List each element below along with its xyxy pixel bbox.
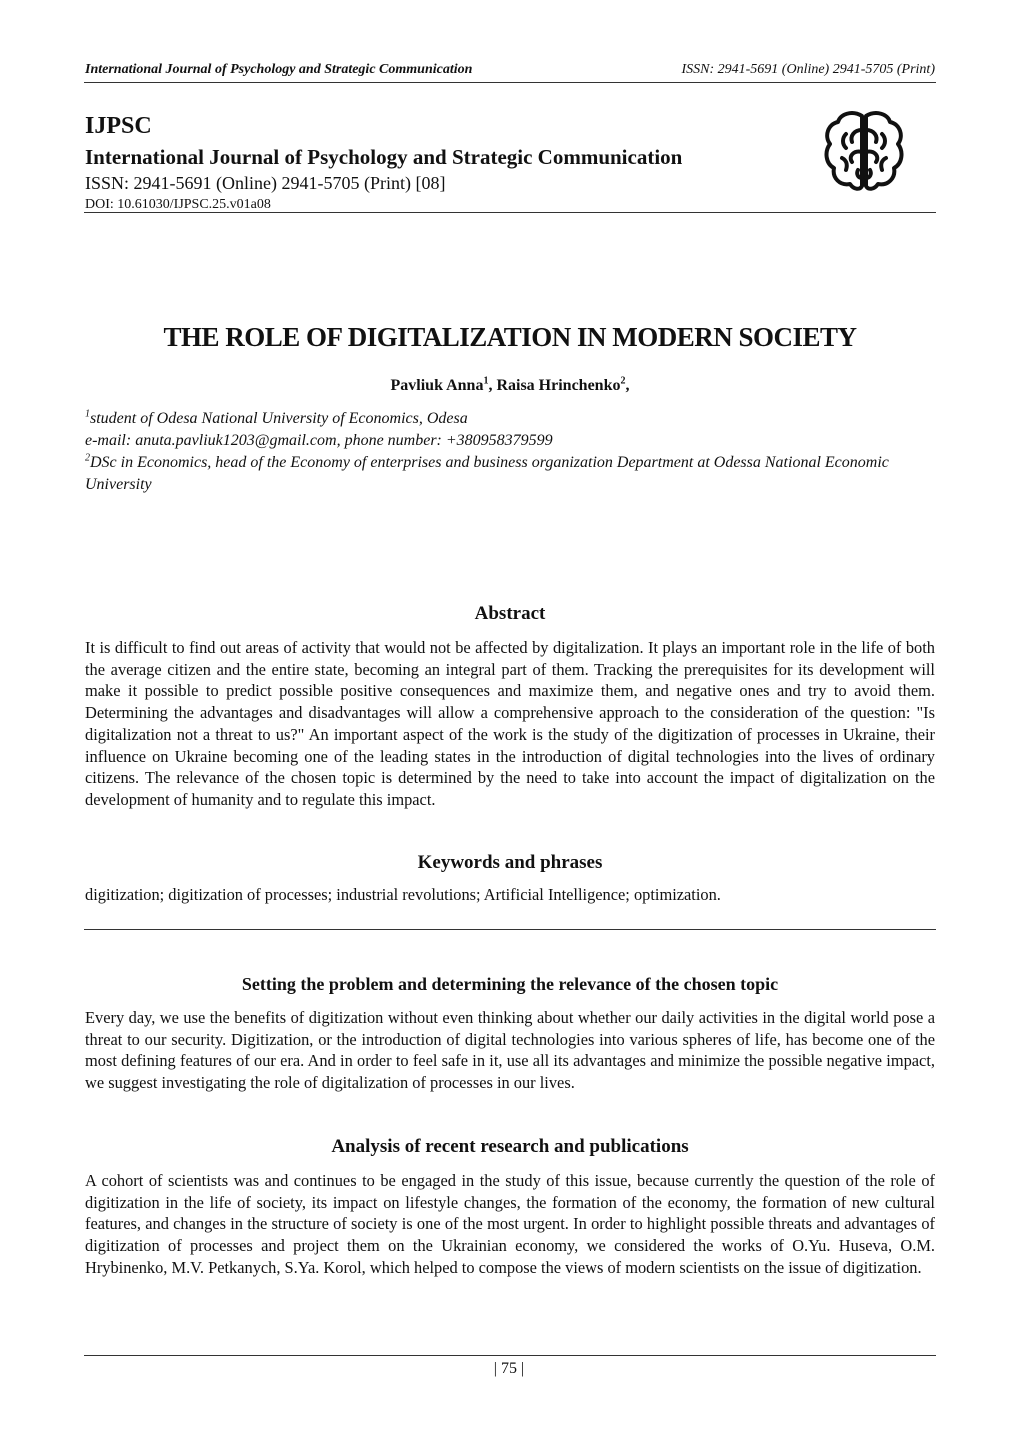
- section-heading-research: Analysis of recent research and publications: [331, 1136, 689, 1157]
- footer-rule: [84, 1355, 936, 1356]
- journal-masthead: [85, 112, 805, 214]
- author-affiliation-mark: 2: [620, 375, 626, 387]
- masthead-rule: [84, 212, 936, 213]
- author-affiliation-mark: 1: [483, 375, 489, 387]
- running-header-issn: ISSN: 2941-5691 (Online) 2941-5705 (Print): [681, 62, 935, 77]
- article-title: THE ROLE OF DIGITALIZATION IN MODERN SOCIETY: [163, 322, 857, 352]
- brain-icon: [822, 108, 906, 194]
- author-name: Pavliuk Anna: [390, 377, 484, 394]
- affiliations: [85, 408, 935, 496]
- journal-issn: ISSN: 2941-5691 (Online) 2941-5705 (Print) [08]: [85, 173, 446, 193]
- journal-title: International Journal of Psychology and Strategic Communication: [85, 145, 683, 169]
- abstract-heading: Abstract: [474, 603, 546, 624]
- header-rule: [84, 82, 936, 83]
- page-number: | 75 |: [493, 1360, 525, 1377]
- abstract-text: It is difficult to find out areas of activity that would not be affected by digitalization. It plays an important role in the life of both the average citizen and the entire state, becoming an integral part of them. Tracking the prerequisites for its development will make it possible to predict possible positive consequences and maximize them, and negative ones and try to avoid them. Determining the advantages and disadvantages will allow a comprehensive approach to the consideration of the question: "Is digitalization not a threat to us?" An important aspect of the work is the study of the digitization of processes in Ukraine, their influence on Ukraine becoming one of the leading states in the introduction of digital technologies into the lives of ordinary citizens. The relevance of the chosen topic is determined by the need to take into account the impact of digitalization on the development of humanity and to regulate this impact.: [85, 638, 935, 809]
- affiliation-1: student of Odesa National University of Economics, Odesa: [90, 410, 468, 427]
- abstract-rule: [84, 929, 936, 930]
- author-line: [85, 377, 935, 395]
- contact-info: e-mail: anuta.pavliuk1203@gmail.com, phone number: +380958379599: [85, 432, 553, 449]
- running-header: [85, 62, 935, 78]
- author-line-end: ,: [625, 377, 630, 394]
- journal-abbreviation: IJPSC: [85, 113, 152, 139]
- running-header-journal: International Journal of Psychology and Strategic Communication: [85, 62, 473, 77]
- author-name: , Raisa Hrinchenko: [488, 377, 621, 394]
- affiliation-mark: 1: [85, 408, 90, 420]
- affiliation-2: DSc in Economics, head of the Economy of enterprises and business organization Department at Odessa National Economic University: [85, 454, 889, 493]
- section-text-research: A cohort of scientists was and continues to be engaged in the study of this issue, because currently the question of the role of digitization in the life of society, its impact on lifestyle changes, the formation of the economy, the formation of new cultural features, and changes in the structure of society is one of the most urgent. In order to highlight possible threats and advantages of digitization of processes and project them on the Ukrainian economy, we considered the works of O.Yu. Huseva, O.M. Hrybinenko, M.V. Petkanych, S.Ya. Korol, which helped to compose the views of modern scientists on the issue of digitization.: [85, 1171, 935, 1277]
- journal-doi: DOI: 10.61030/IJPSC.25.v01a08: [85, 197, 271, 212]
- section-heading-problem: Setting the problem and determining the relevance of the chosen topic: [241, 974, 779, 994]
- keywords-text: digitization; digitization of processes; industrial revolutions; Artificial Intelligence; optimization.: [85, 885, 721, 904]
- affiliation-mark: 2: [85, 452, 90, 464]
- keywords-heading: Keywords and phrases: [417, 852, 603, 873]
- section-text-problem: Every day, we use the benefits of digitization without even thinking about whether our daily activities in the digital world pose a threat to our security. Digitization, or the introduction of digital technologies into various spheres of life, has become one of the most defining features of our era. And in order to feel safe in it, use all its advantages and minimize the possible negative impact, we suggest investigating the role of digitalization of processes in our lives.: [85, 1008, 935, 1093]
